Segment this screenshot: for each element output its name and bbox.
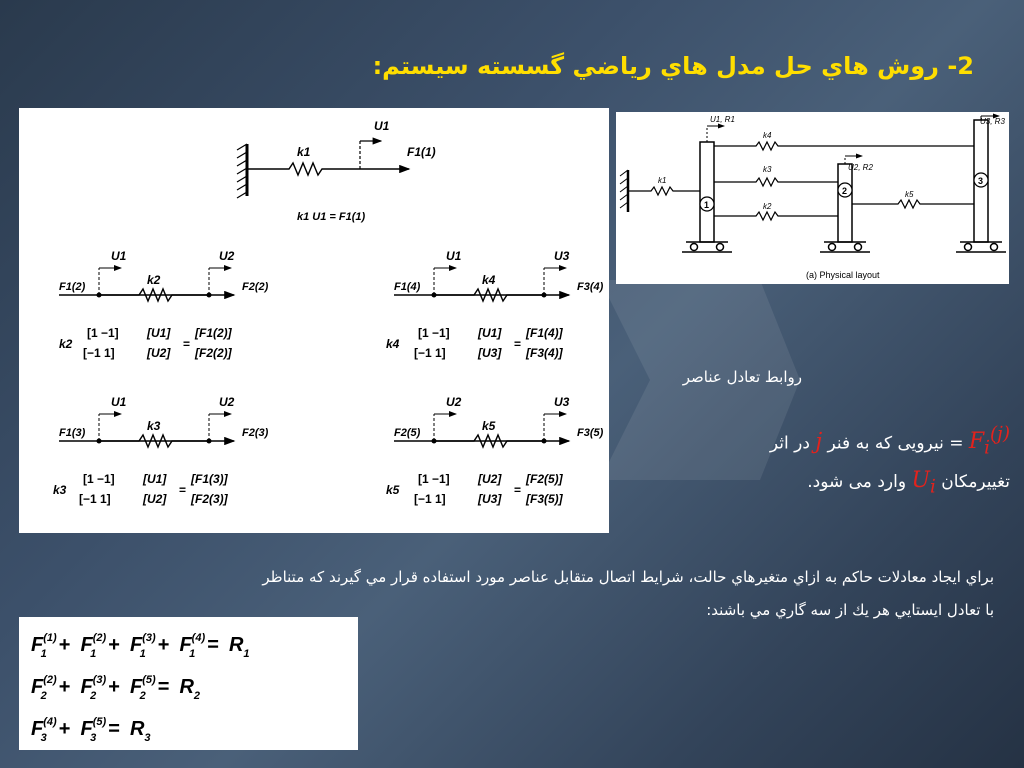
svg-text:[U1]: [U1]	[147, 326, 171, 340]
svg-text:U3: U3	[554, 249, 570, 263]
svg-text:[−1 1]: [−1 1]	[79, 492, 111, 506]
svg-text:[U3]: [U3]	[478, 346, 502, 360]
svg-text:[F2(5)]: [F2(5)]	[526, 472, 563, 486]
svg-text:k4: k4	[763, 131, 772, 140]
svg-text:k3: k3	[53, 483, 67, 497]
k1-element	[237, 119, 436, 223]
svg-text:[F1(2)]: [F1(2)]	[195, 326, 232, 340]
svg-text:F3(4): F3(4)	[577, 281, 604, 293]
k1-spring-label: k1	[297, 145, 311, 159]
svg-text:[−1 1]: [−1 1]	[414, 492, 446, 506]
svg-text:U1: U1	[111, 395, 127, 409]
svg-text:U2, R2: U2, R2	[848, 163, 873, 172]
svg-text:=: =	[179, 483, 187, 497]
layout-caption: (a) Physical layout	[806, 270, 880, 280]
svg-text:k3: k3	[147, 419, 161, 433]
svg-text:=: =	[514, 337, 522, 351]
svg-text:=: =	[183, 337, 191, 351]
svg-text:F1(4): F1(4)	[394, 281, 421, 293]
svg-text:[F3(4)]: [F3(4)]	[526, 346, 563, 360]
svg-text:k4: k4	[482, 273, 496, 287]
physical-layout-figure	[616, 112, 1009, 284]
svg-text:[F1(4)]: [F1(4)]	[526, 326, 563, 340]
spring-index-symbol: j	[815, 429, 823, 455]
svg-text:F2(2): F2(2)	[242, 281, 269, 293]
svg-text:[U2]: [U2]	[478, 472, 502, 486]
element-equilibrium-caption: روابط تعادل عناصر	[682, 368, 802, 386]
svg-text:F3(5): F3(5)	[577, 427, 604, 439]
svg-text:k5: k5	[386, 483, 400, 497]
svg-text:k2: k2	[147, 273, 161, 287]
svg-text:[1 −1]: [1 −1]	[83, 472, 115, 486]
svg-text:F(1)1+F(2)1+F(3)1+F(4)1=R1: $F^{(1)}$ $1 + F^{(2)}$ $1 + F^{(3)}$ $1 + F^{(4)}$ $1 = R_1$	[31, 632, 250, 660]
svg-text:F(4)3+F(5)3=R3: $F^{(4)}$ $3 + F^{(5)}$ $3 = R_3$	[31, 716, 151, 744]
svg-text:[U3]: [U3]	[478, 492, 502, 506]
element-equations-figure	[19, 108, 609, 533]
svg-text:[U2]: [U2]	[147, 346, 171, 360]
svg-text:[1 −1]: [1 −1]	[418, 326, 450, 340]
svg-text:U3: U3	[554, 395, 570, 409]
svg-text:k3: k3	[763, 165, 772, 174]
cart-equilibrium-equations	[19, 617, 358, 750]
interconnection-paragraph: براي ايجاد معادلات حاكم به ازاي متغيرهاي حالت، شرايط اتصال متقابل عناصر مورد استفاده قرار مي گيرند كه متناظر با تعادل ايستايي هر يك از سه گاري مي باشند:	[262, 568, 994, 619]
force-definition-line1: $F_i^{(j)}$ = نیرویی که به فنر j در اثر	[769, 424, 1010, 459]
svg-text:U1: U1	[111, 249, 127, 263]
svg-text:F2(5): F2(5)	[394, 427, 421, 439]
svg-text:k2: k2	[59, 337, 73, 351]
force-definition-line2: تغییرمکان $U_i$ وارد می شود.	[807, 468, 1010, 498]
svg-text:=: =	[514, 483, 522, 497]
svg-text:U1: U1	[446, 249, 462, 263]
svg-text:k2: k2	[763, 202, 772, 211]
svg-text:[1 −1]: [1 −1]	[87, 326, 119, 340]
k1-F-label: F1(1)	[407, 145, 436, 159]
svg-text:[1 −1]: [1 −1]	[418, 472, 450, 486]
slide-title: 2- روش هاي حل مدل هاي رياضي گسسته سيستم:	[372, 52, 974, 80]
physical-layout-svg	[616, 112, 1009, 284]
svg-text:[F2(2)]: [F2(2)]	[195, 346, 232, 360]
svg-text:F1(3): F1(3)	[59, 427, 86, 439]
svg-text:F1(2): F1(2)	[59, 281, 86, 293]
element-k5	[386, 395, 604, 506]
node-3-label: 3	[978, 176, 984, 186]
svg-text:[F2(3)]: [F2(3)]	[191, 492, 228, 506]
svg-text:[F1(3)]: [F1(3)]	[191, 472, 228, 486]
k1-relation: k1 U1 = F1(1)	[297, 211, 366, 223]
svg-text:k5: k5	[482, 419, 496, 433]
svg-text:U1, R1: U1, R1	[710, 115, 735, 124]
svg-text:F2(3): F2(3)	[242, 427, 269, 439]
node-2-label: 2	[842, 186, 848, 196]
svg-text:F(2)2+F(3)2+F(5)2=R2: $F^{(2)}$ $2 + F^{(3)}$ $2 + F^{(5)}$ $2 = R_2$	[31, 674, 201, 702]
svg-text:U2: U2	[219, 249, 235, 263]
svg-text:k5: k5	[905, 190, 914, 199]
element-k2	[59, 249, 269, 360]
svg-text:[U1]: [U1]	[478, 326, 502, 340]
svg-text:k4: k4	[386, 337, 400, 351]
svg-text:[−1 1]: [−1 1]	[83, 346, 115, 360]
k1-U-label: U1	[374, 119, 390, 133]
svg-text:[−1 1]: [−1 1]	[414, 346, 446, 360]
svg-text:[U1]: [U1]	[143, 472, 167, 486]
sum-equations-svg	[19, 617, 358, 750]
element-k4	[386, 249, 604, 360]
svg-text:[F3(5)]: [F3(5)]	[526, 492, 563, 506]
svg-text:U2: U2	[219, 395, 235, 409]
svg-text:k1: k1	[658, 176, 667, 185]
svg-text:U2: U2	[446, 395, 462, 409]
force-symbol: $F_i^{(j)}$	[968, 424, 1010, 459]
displacement-symbol: $U_i$	[911, 468, 936, 498]
element-equations-svg	[19, 108, 609, 533]
element-k3	[53, 395, 269, 506]
svg-text:U3, R3: U3, R3	[980, 117, 1005, 126]
node-1-label: 1	[704, 200, 710, 210]
svg-text:[U2]: [U2]	[143, 492, 167, 506]
